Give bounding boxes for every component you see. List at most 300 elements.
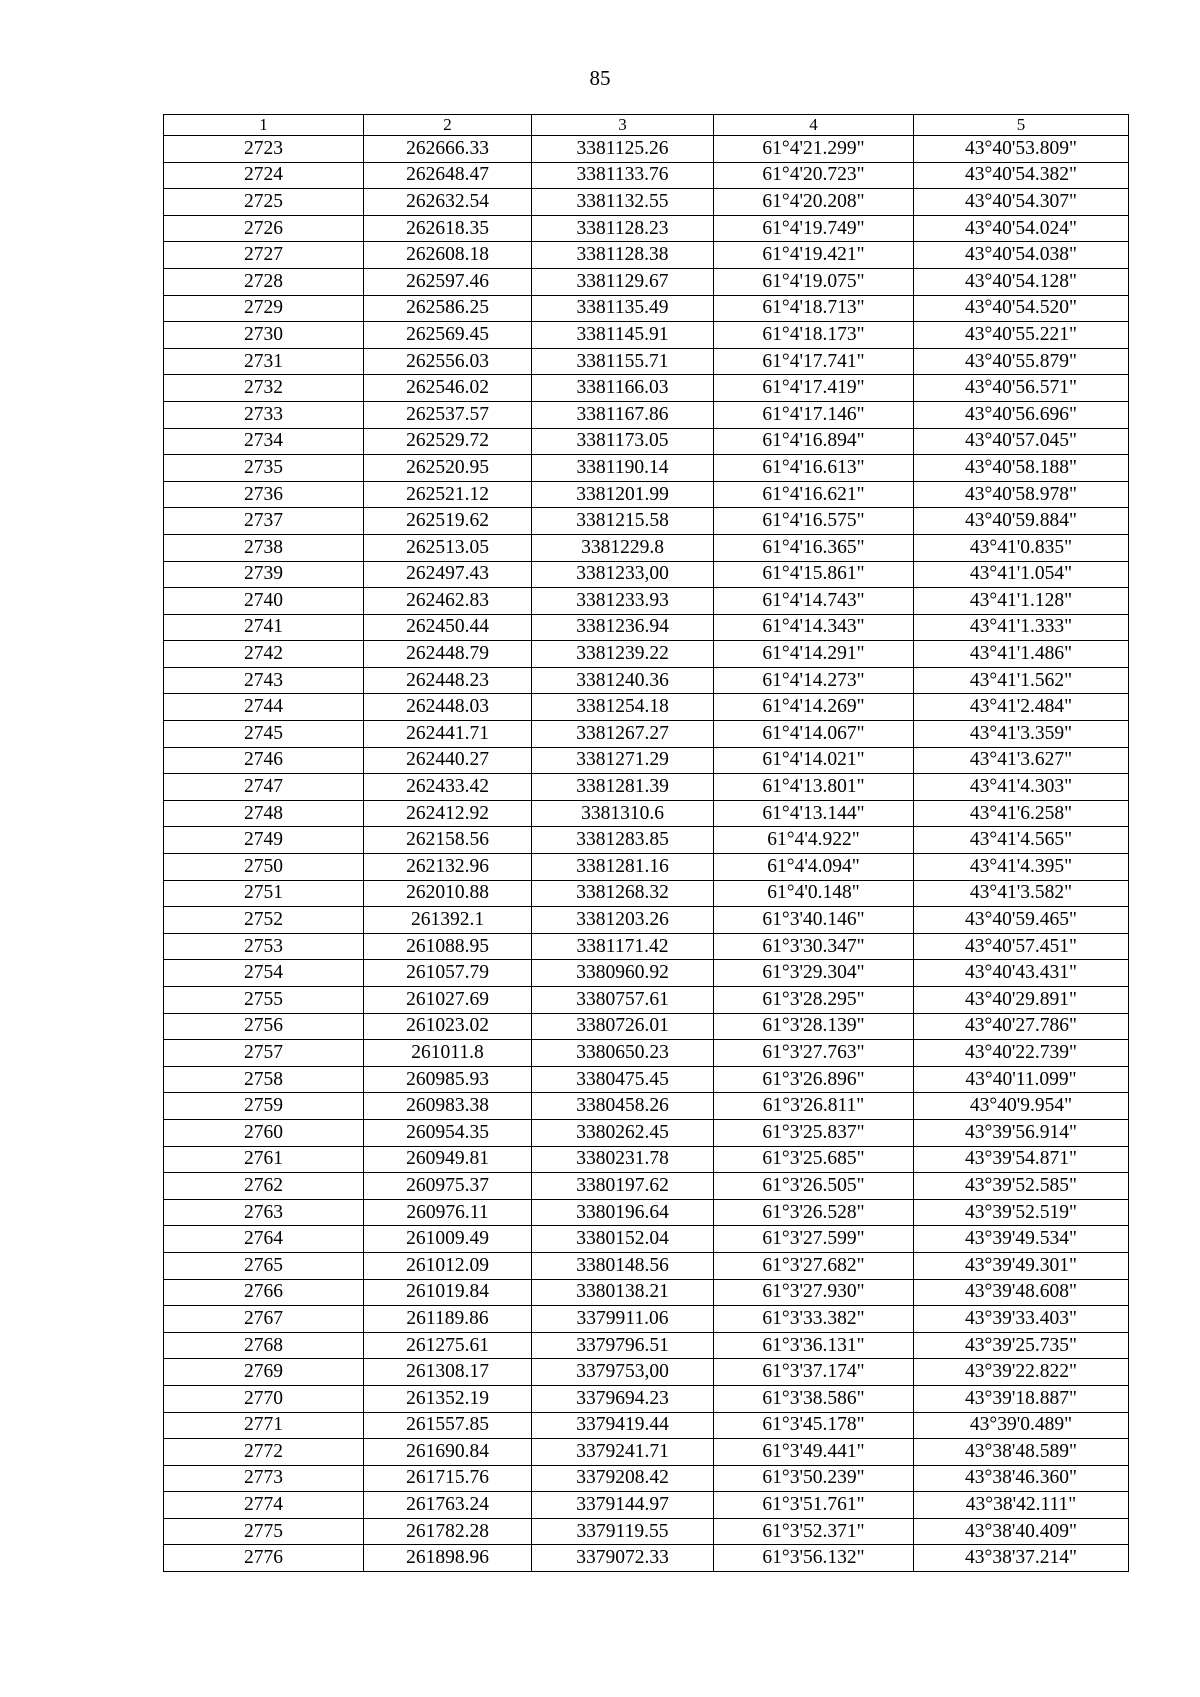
- x-coordinate-cell: 262448.03: [364, 694, 532, 721]
- point-number-cell: 2740: [164, 588, 364, 615]
- longitude-cell: 61°3'40.146": [714, 907, 914, 934]
- longitude-cell: 61°3'50.239": [714, 1465, 914, 1492]
- latitude-cell: 43°40'54.382": [914, 162, 1129, 189]
- y-coordinate-cell: 3381283.85: [532, 827, 714, 854]
- x-coordinate-cell: 261308.17: [364, 1359, 532, 1386]
- table-row: [164, 1412, 1129, 1439]
- point-number-cell: 2731: [164, 348, 364, 375]
- x-coordinate-cell: 262556.03: [364, 348, 532, 375]
- x-coordinate-cell: 262433.42: [364, 774, 532, 801]
- x-coordinate-cell: 262440.27: [364, 747, 532, 774]
- longitude-cell: 61°3'30.347": [714, 933, 914, 960]
- x-coordinate-cell: 261352.19: [364, 1385, 532, 1412]
- latitude-cell: 43°39'54.871": [914, 1146, 1129, 1173]
- table-row: [164, 827, 1129, 854]
- table-row: [164, 322, 1129, 349]
- latitude-cell: 43°38'42.111": [914, 1492, 1129, 1519]
- table-row: [164, 1066, 1129, 1093]
- table-row: [164, 1119, 1129, 1146]
- latitude-cell: 43°41'4.565": [914, 827, 1129, 854]
- x-coordinate-cell: 261012.09: [364, 1252, 532, 1279]
- table-row: [164, 1332, 1129, 1359]
- latitude-cell: 43°40'43.431": [914, 960, 1129, 987]
- point-number-cell: 2749: [164, 827, 364, 854]
- longitude-cell: 61°3'27.930": [714, 1279, 914, 1306]
- x-coordinate-cell: 262412.92: [364, 800, 532, 827]
- latitude-cell: 43°39'33.403": [914, 1306, 1129, 1333]
- point-number-cell: 2754: [164, 960, 364, 987]
- x-coordinate-cell: 262132.96: [364, 854, 532, 881]
- longitude-cell: 61°3'27.763": [714, 1040, 914, 1067]
- longitude-cell: 61°4'18.173": [714, 322, 914, 349]
- latitude-cell: 43°40'58.978": [914, 481, 1129, 508]
- longitude-cell: 61°4'19.075": [714, 268, 914, 295]
- x-coordinate-cell: 261009.49: [364, 1226, 532, 1253]
- table-row: [164, 1013, 1129, 1040]
- y-coordinate-cell: 3381201.99: [532, 481, 714, 508]
- table-row: [164, 880, 1129, 907]
- point-number-cell: 2728: [164, 268, 364, 295]
- x-coordinate-cell: 261027.69: [364, 987, 532, 1014]
- y-coordinate-cell: 3380757.61: [532, 987, 714, 1014]
- point-number-cell: 2773: [164, 1465, 364, 1492]
- y-coordinate-cell: 3381135.49: [532, 295, 714, 322]
- latitude-cell: 43°40'54.307": [914, 189, 1129, 216]
- x-coordinate-cell: 261023.02: [364, 1013, 532, 1040]
- y-coordinate-cell: 3380152.04: [532, 1226, 714, 1253]
- point-number-cell: 2756: [164, 1013, 364, 1040]
- y-coordinate-cell: 3381203.26: [532, 907, 714, 934]
- point-number-cell: 2771: [164, 1412, 364, 1439]
- latitude-cell: 43°40'55.221": [914, 322, 1129, 349]
- table-row: [164, 1226, 1129, 1253]
- table-row: [164, 1385, 1129, 1412]
- x-coordinate-cell: 262648.47: [364, 162, 532, 189]
- point-number-cell: 2737: [164, 508, 364, 535]
- latitude-cell: 43°39'52.585": [914, 1173, 1129, 1200]
- y-coordinate-cell: 3381233,00: [532, 561, 714, 588]
- y-coordinate-cell: 3380475.45: [532, 1066, 714, 1093]
- longitude-cell: 61°3'25.685": [714, 1146, 914, 1173]
- point-number-cell: 2763: [164, 1199, 364, 1226]
- latitude-cell: 43°41'3.359": [914, 721, 1129, 748]
- y-coordinate-cell: 3380138.21: [532, 1279, 714, 1306]
- latitude-cell: 43°40'27.786": [914, 1013, 1129, 1040]
- point-number-cell: 2725: [164, 189, 364, 216]
- longitude-cell: 61°4'14.021": [714, 747, 914, 774]
- longitude-cell: 61°4'16.894": [714, 428, 914, 455]
- column-header: 1: [164, 115, 364, 136]
- point-number-cell: 2732: [164, 375, 364, 402]
- x-coordinate-cell: 261715.76: [364, 1465, 532, 1492]
- longitude-cell: 61°4'19.749": [714, 215, 914, 242]
- column-header: 4: [714, 115, 914, 136]
- y-coordinate-cell: 3381155.71: [532, 348, 714, 375]
- longitude-cell: 61°4'18.713": [714, 295, 914, 322]
- longitude-cell: 61°4'15.861": [714, 561, 914, 588]
- table-row: [164, 1492, 1129, 1519]
- x-coordinate-cell: 262519.62: [364, 508, 532, 535]
- latitude-cell: 43°41'3.627": [914, 747, 1129, 774]
- y-coordinate-cell: 3381229.8: [532, 534, 714, 561]
- longitude-cell: 61°3'56.132": [714, 1545, 914, 1572]
- longitude-cell: 61°4'0.148": [714, 880, 914, 907]
- table-row: [164, 1252, 1129, 1279]
- table-row: [164, 1146, 1129, 1173]
- latitude-cell: 43°39'56.914": [914, 1119, 1129, 1146]
- point-number-cell: 2744: [164, 694, 364, 721]
- y-coordinate-cell: 3381128.23: [532, 215, 714, 242]
- latitude-cell: 43°41'2.484": [914, 694, 1129, 721]
- point-number-cell: 2733: [164, 401, 364, 428]
- table-row: [164, 1040, 1129, 1067]
- table-row: [164, 694, 1129, 721]
- longitude-cell: 61°3'28.139": [714, 1013, 914, 1040]
- y-coordinate-cell: 3381239.22: [532, 641, 714, 668]
- y-coordinate-cell: 3380650.23: [532, 1040, 714, 1067]
- latitude-cell: 43°40'59.884": [914, 508, 1129, 535]
- x-coordinate-cell: 262448.23: [364, 667, 532, 694]
- y-coordinate-cell: 3381240.36: [532, 667, 714, 694]
- longitude-cell: 61°4'14.291": [714, 641, 914, 668]
- point-number-cell: 2774: [164, 1492, 364, 1519]
- latitude-cell: 43°38'37.214": [914, 1545, 1129, 1572]
- x-coordinate-cell: 262462.83: [364, 588, 532, 615]
- x-coordinate-cell: 262608.18: [364, 242, 532, 269]
- point-number-cell: 2730: [164, 322, 364, 349]
- y-coordinate-cell: 3379694.23: [532, 1385, 714, 1412]
- x-coordinate-cell: 262586.25: [364, 295, 532, 322]
- longitude-cell: 61°3'28.295": [714, 987, 914, 1014]
- point-number-cell: 2766: [164, 1279, 364, 1306]
- y-coordinate-cell: 3380148.56: [532, 1252, 714, 1279]
- y-coordinate-cell: 3380231.78: [532, 1146, 714, 1173]
- y-coordinate-cell: 3381271.29: [532, 747, 714, 774]
- x-coordinate-cell: 262441.71: [364, 721, 532, 748]
- longitude-cell: 61°3'27.682": [714, 1252, 914, 1279]
- table-row: [164, 641, 1129, 668]
- point-number-cell: 2745: [164, 721, 364, 748]
- y-coordinate-cell: 3381310.6: [532, 800, 714, 827]
- x-coordinate-cell: 262618.35: [364, 215, 532, 242]
- x-coordinate-cell: 260975.37: [364, 1173, 532, 1200]
- longitude-cell: 61°3'51.761": [714, 1492, 914, 1519]
- longitude-cell: 61°3'26.528": [714, 1199, 914, 1226]
- longitude-cell: 61°3'52.371": [714, 1518, 914, 1545]
- table-row: [164, 1306, 1129, 1333]
- point-number-cell: 2769: [164, 1359, 364, 1386]
- x-coordinate-cell: 262497.43: [364, 561, 532, 588]
- longitude-cell: 61°3'33.382": [714, 1306, 914, 1333]
- longitude-cell: 61°4'14.343": [714, 614, 914, 641]
- y-coordinate-cell: 3380458.26: [532, 1093, 714, 1120]
- y-coordinate-cell: 3381254.18: [532, 694, 714, 721]
- point-number-cell: 2727: [164, 242, 364, 269]
- latitude-cell: 43°40'29.891": [914, 987, 1129, 1014]
- column-header: 2: [364, 115, 532, 136]
- coordinates-table: [163, 114, 1129, 1572]
- x-coordinate-cell: 261011.8: [364, 1040, 532, 1067]
- x-coordinate-cell: 261782.28: [364, 1518, 532, 1545]
- latitude-cell: 43°38'46.360": [914, 1465, 1129, 1492]
- longitude-cell: 61°4'19.421": [714, 242, 914, 269]
- point-number-cell: 2761: [164, 1146, 364, 1173]
- point-number-cell: 2767: [164, 1306, 364, 1333]
- y-coordinate-cell: 3381281.16: [532, 854, 714, 881]
- latitude-cell: 43°39'18.887": [914, 1385, 1129, 1412]
- latitude-cell: 43°41'1.054": [914, 561, 1129, 588]
- longitude-cell: 61°4'14.067": [714, 721, 914, 748]
- y-coordinate-cell: 3381166.03: [532, 375, 714, 402]
- longitude-cell: 61°4'13.801": [714, 774, 914, 801]
- point-number-cell: 2724: [164, 162, 364, 189]
- point-number-cell: 2759: [164, 1093, 364, 1120]
- table-body: [164, 115, 1129, 1572]
- point-number-cell: 2758: [164, 1066, 364, 1093]
- y-coordinate-cell: 3381215.58: [532, 508, 714, 535]
- table-row: [164, 854, 1129, 881]
- table-row: [164, 588, 1129, 615]
- latitude-cell: 43°40'11.099": [914, 1066, 1129, 1093]
- longitude-cell: 61°4'13.144": [714, 800, 914, 827]
- latitude-cell: 43°39'49.534": [914, 1226, 1129, 1253]
- x-coordinate-cell: 261763.24: [364, 1492, 532, 1519]
- latitude-cell: 43°39'22.822": [914, 1359, 1129, 1386]
- table-row: [164, 455, 1129, 482]
- longitude-cell: 61°3'37.174": [714, 1359, 914, 1386]
- table-row: [164, 215, 1129, 242]
- y-coordinate-cell: 3381190.14: [532, 455, 714, 482]
- latitude-cell: 43°40'55.879": [914, 348, 1129, 375]
- latitude-cell: 43°40'56.696": [914, 401, 1129, 428]
- point-number-cell: 2776: [164, 1545, 364, 1572]
- x-coordinate-cell: 262520.95: [364, 455, 532, 482]
- y-coordinate-cell: 3381281.39: [532, 774, 714, 801]
- longitude-cell: 61°3'49.441": [714, 1439, 914, 1466]
- latitude-cell: 43°40'9.954": [914, 1093, 1129, 1120]
- x-coordinate-cell: 261019.84: [364, 1279, 532, 1306]
- table-row: [164, 960, 1129, 987]
- x-coordinate-cell: 261189.86: [364, 1306, 532, 1333]
- y-coordinate-cell: 3379753,00: [532, 1359, 714, 1386]
- y-coordinate-cell: 3381133.76: [532, 162, 714, 189]
- latitude-cell: 43°40'57.045": [914, 428, 1129, 455]
- latitude-cell: 43°41'6.258": [914, 800, 1129, 827]
- latitude-cell: 43°40'57.451": [914, 933, 1129, 960]
- table-row: [164, 721, 1129, 748]
- table-row: [164, 800, 1129, 827]
- table-row: [164, 1173, 1129, 1200]
- point-number-cell: 2723: [164, 136, 364, 163]
- x-coordinate-cell: 260949.81: [364, 1146, 532, 1173]
- table-row: [164, 136, 1129, 163]
- longitude-cell: 61°3'29.304": [714, 960, 914, 987]
- point-number-cell: 2752: [164, 907, 364, 934]
- y-coordinate-cell: 3381145.91: [532, 322, 714, 349]
- table-row: [164, 1199, 1129, 1226]
- point-number-cell: 2765: [164, 1252, 364, 1279]
- point-number-cell: 2726: [164, 215, 364, 242]
- table-row: [164, 189, 1129, 216]
- longitude-cell: 61°4'20.723": [714, 162, 914, 189]
- latitude-cell: 43°40'59.465": [914, 907, 1129, 934]
- point-number-cell: 2755: [164, 987, 364, 1014]
- table-row: [164, 1545, 1129, 1572]
- table-row: [164, 428, 1129, 455]
- latitude-cell: 43°41'1.486": [914, 641, 1129, 668]
- y-coordinate-cell: 3379796.51: [532, 1332, 714, 1359]
- table-row: [164, 534, 1129, 561]
- longitude-cell: 61°3'26.505": [714, 1173, 914, 1200]
- point-number-cell: 2768: [164, 1332, 364, 1359]
- point-number-cell: 2736: [164, 481, 364, 508]
- latitude-cell: 43°39'52.519": [914, 1199, 1129, 1226]
- point-number-cell: 2753: [164, 933, 364, 960]
- longitude-cell: 61°4'17.741": [714, 348, 914, 375]
- x-coordinate-cell: 260954.35: [364, 1119, 532, 1146]
- table-row: [164, 268, 1129, 295]
- latitude-cell: 43°38'40.409": [914, 1518, 1129, 1545]
- point-number-cell: 2734: [164, 428, 364, 455]
- table-row: [164, 933, 1129, 960]
- column-header: 5: [914, 115, 1129, 136]
- longitude-cell: 61°4'17.419": [714, 375, 914, 402]
- point-number-cell: 2751: [164, 880, 364, 907]
- latitude-cell: 43°41'4.395": [914, 854, 1129, 881]
- latitude-cell: 43°40'54.128": [914, 268, 1129, 295]
- x-coordinate-cell: 261057.79: [364, 960, 532, 987]
- table-row: [164, 907, 1129, 934]
- y-coordinate-cell: 3381125.26: [532, 136, 714, 163]
- latitude-cell: 43°40'53.809": [914, 136, 1129, 163]
- x-coordinate-cell: 262158.56: [364, 827, 532, 854]
- page-number: 85: [589, 66, 611, 90]
- y-coordinate-cell: 3380960.92: [532, 960, 714, 987]
- longitude-cell: 61°4'16.575": [714, 508, 914, 535]
- y-coordinate-cell: 3381268.32: [532, 880, 714, 907]
- latitude-cell: 43°41'1.128": [914, 588, 1129, 615]
- y-coordinate-cell: 3380262.45: [532, 1119, 714, 1146]
- x-coordinate-cell: 262569.45: [364, 322, 532, 349]
- point-number-cell: 2762: [164, 1173, 364, 1200]
- point-number-cell: 2760: [164, 1119, 364, 1146]
- table-row: [164, 401, 1129, 428]
- y-coordinate-cell: 3379911.06: [532, 1306, 714, 1333]
- latitude-cell: 43°39'49.301": [914, 1252, 1129, 1279]
- latitude-cell: 43°39'0.489": [914, 1412, 1129, 1439]
- x-coordinate-cell: 262010.88: [364, 880, 532, 907]
- point-number-cell: 2747: [164, 774, 364, 801]
- latitude-cell: 43°40'56.571": [914, 375, 1129, 402]
- longitude-cell: 61°4'4.922": [714, 827, 914, 854]
- x-coordinate-cell: 260976.11: [364, 1199, 532, 1226]
- y-coordinate-cell: 3380726.01: [532, 1013, 714, 1040]
- table-row: [164, 1439, 1129, 1466]
- x-coordinate-cell: 262448.79: [364, 641, 532, 668]
- y-coordinate-cell: 3381233.93: [532, 588, 714, 615]
- x-coordinate-cell: 261392.1: [364, 907, 532, 934]
- table-row: [164, 561, 1129, 588]
- y-coordinate-cell: 3379144.97: [532, 1492, 714, 1519]
- point-number-cell: 2743: [164, 667, 364, 694]
- table-row: [164, 1465, 1129, 1492]
- x-coordinate-cell: 260985.93: [364, 1066, 532, 1093]
- y-coordinate-cell: 3379072.33: [532, 1545, 714, 1572]
- latitude-cell: 43°41'3.582": [914, 880, 1129, 907]
- longitude-cell: 61°3'36.131": [714, 1332, 914, 1359]
- x-coordinate-cell: 261088.95: [364, 933, 532, 960]
- x-coordinate-cell: 260983.38: [364, 1093, 532, 1120]
- y-coordinate-cell: 3381132.55: [532, 189, 714, 216]
- longitude-cell: 61°4'20.208": [714, 189, 914, 216]
- latitude-cell: 43°41'1.333": [914, 614, 1129, 641]
- point-number-cell: 2738: [164, 534, 364, 561]
- y-coordinate-cell: 3381173.05: [532, 428, 714, 455]
- y-coordinate-cell: 3379241.71: [532, 1439, 714, 1466]
- table-row: [164, 1093, 1129, 1120]
- point-number-cell: 2757: [164, 1040, 364, 1067]
- longitude-cell: 61°3'25.837": [714, 1119, 914, 1146]
- longitude-cell: 61°3'45.178": [714, 1412, 914, 1439]
- longitude-cell: 61°4'14.743": [714, 588, 914, 615]
- point-number-cell: 2764: [164, 1226, 364, 1253]
- longitude-cell: 61°4'17.146": [714, 401, 914, 428]
- latitude-cell: 43°40'54.024": [914, 215, 1129, 242]
- x-coordinate-cell: 262537.57: [364, 401, 532, 428]
- table-row: [164, 747, 1129, 774]
- x-coordinate-cell: 261557.85: [364, 1412, 532, 1439]
- longitude-cell: 61°4'16.365": [714, 534, 914, 561]
- y-coordinate-cell: 3381171.42: [532, 933, 714, 960]
- point-number-cell: 2775: [164, 1518, 364, 1545]
- latitude-cell: 43°40'22.739": [914, 1040, 1129, 1067]
- latitude-cell: 43°40'54.520": [914, 295, 1129, 322]
- longitude-cell: 61°4'14.269": [714, 694, 914, 721]
- x-coordinate-cell: 262632.54: [364, 189, 532, 216]
- x-coordinate-cell: 262666.33: [364, 136, 532, 163]
- longitude-cell: 61°4'16.613": [714, 455, 914, 482]
- y-coordinate-cell: 3379208.42: [532, 1465, 714, 1492]
- column-header: 3: [532, 115, 714, 136]
- table-row: [164, 667, 1129, 694]
- x-coordinate-cell: 262521.12: [364, 481, 532, 508]
- longitude-cell: 61°3'26.811": [714, 1093, 914, 1120]
- table-row: [164, 508, 1129, 535]
- table-row: [164, 242, 1129, 269]
- y-coordinate-cell: 3380197.62: [532, 1173, 714, 1200]
- x-coordinate-cell: 261898.96: [364, 1545, 532, 1572]
- point-number-cell: 2742: [164, 641, 364, 668]
- latitude-cell: 43°39'48.608": [914, 1279, 1129, 1306]
- longitude-cell: 61°4'16.621": [714, 481, 914, 508]
- latitude-cell: 43°41'0.835": [914, 534, 1129, 561]
- table-header-row: [164, 115, 1129, 136]
- y-coordinate-cell: 3381129.67: [532, 268, 714, 295]
- y-coordinate-cell: 3380196.64: [532, 1199, 714, 1226]
- y-coordinate-cell: 3381236.94: [532, 614, 714, 641]
- x-coordinate-cell: 262450.44: [364, 614, 532, 641]
- latitude-cell: 43°41'4.303": [914, 774, 1129, 801]
- longitude-cell: 61°3'27.599": [714, 1226, 914, 1253]
- longitude-cell: 61°3'38.586": [714, 1385, 914, 1412]
- latitude-cell: 43°38'48.589": [914, 1439, 1129, 1466]
- longitude-cell: 61°3'26.896": [714, 1066, 914, 1093]
- y-coordinate-cell: 3381167.86: [532, 401, 714, 428]
- point-number-cell: 2748: [164, 800, 364, 827]
- point-number-cell: 2739: [164, 561, 364, 588]
- point-number-cell: 2772: [164, 1439, 364, 1466]
- table-row: [164, 295, 1129, 322]
